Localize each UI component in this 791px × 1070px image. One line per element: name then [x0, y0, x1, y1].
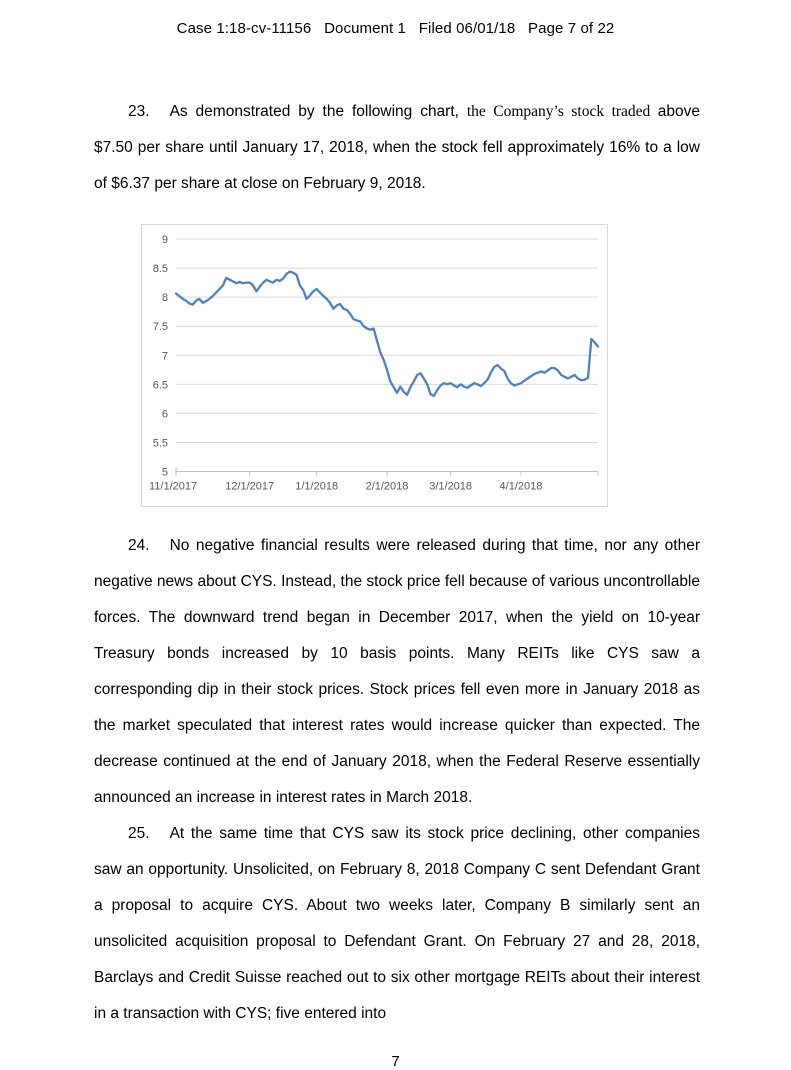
paragraph-25-text: At the same time that CYS saw its stock price declining, other companies saw an opportunity. Unsolicited, on February 8, 2018 Company C sent Defendant Grant a proposal to acquire CYS. About two weeks later, Company B similarly sent an unsolicited acquisition proposal to Defendant Grant. On February 27 and 28, 2018, Barclays and Credit Suisse reached out to six other mortgage REITs about their interest in a transaction with CYS; five entered into — [94, 825, 700, 1022]
y-axis-tick-label: 5 — [161, 466, 168, 479]
x-axis-tick-label: 4/1/2018 — [499, 480, 543, 493]
paragraph-25 — [94, 816, 700, 1032]
paragraph-24 — [94, 528, 700, 816]
y-axis-tick-label: 8 — [161, 292, 168, 305]
paragraph-23 — [94, 94, 700, 202]
case-header: Case 1:18-cv-11156 Document 1 Filed 06/01/18 Page 7 of 22 — [176, 20, 615, 37]
paragraph-24-number: 24. — [128, 537, 150, 554]
stock-price-chart — [141, 224, 608, 507]
paragraph-23-text-serif: the Company’s stock traded — [466, 103, 658, 120]
x-axis-tick-label: 1/1/2018 — [295, 480, 339, 493]
x-axis-tick-label: 11/1/2017 — [149, 480, 198, 493]
y-axis-tick-label: 8.5 — [152, 263, 168, 276]
y-axis-tick-label: 5.5 — [152, 437, 168, 450]
x-axis-tick-label: 3/1/2018 — [429, 480, 473, 493]
page-number: 7 — [391, 1053, 400, 1070]
y-axis-tick-label: 6 — [161, 408, 168, 421]
y-axis-tick-label: 7.5 — [152, 321, 168, 334]
x-axis-tick-label: 2/1/2018 — [365, 480, 409, 493]
y-axis-tick-label: 9 — [161, 234, 168, 246]
stock-price-line — [176, 272, 598, 396]
paragraph-23-text-lead: As demonstrated by the following chart, — [169, 103, 467, 120]
paragraph-23-number: 23. — [128, 103, 150, 120]
paragraph-25-number: 25. — [128, 825, 150, 842]
y-axis-tick-label: 7 — [161, 350, 168, 363]
y-axis-tick-label: 6.5 — [152, 379, 168, 392]
paragraph-24-text: No negative financial results were released during that time, nor any other negative news about CYS. Instead, the stock price fell because of various uncontrollable forces. The downward trend began in December 2017, when the yield on 10-year Treasury bonds increased by 10 basis points. Many REITs like CYS saw a corresponding dip in their stock prices. Stock prices fell even more in January 2018 as the market speculated that interest rates would increase quicker than expected. The decrease continued at the end of January 2018, when the Federal Reserve essentially announced an increase in interest rates in March 2018. — [94, 537, 700, 806]
document-body — [94, 94, 700, 1032]
x-axis-tick-label: 12/1/2017 — [225, 480, 275, 493]
paragraph-23-text-tail: above $7.50 per share until January 17, 2018, when the stock fell approximately 16% to a low of $6.37 per share at close on February 9, 2018. — [94, 103, 701, 192]
stock-price-chart-canvas — [142, 225, 607, 506]
